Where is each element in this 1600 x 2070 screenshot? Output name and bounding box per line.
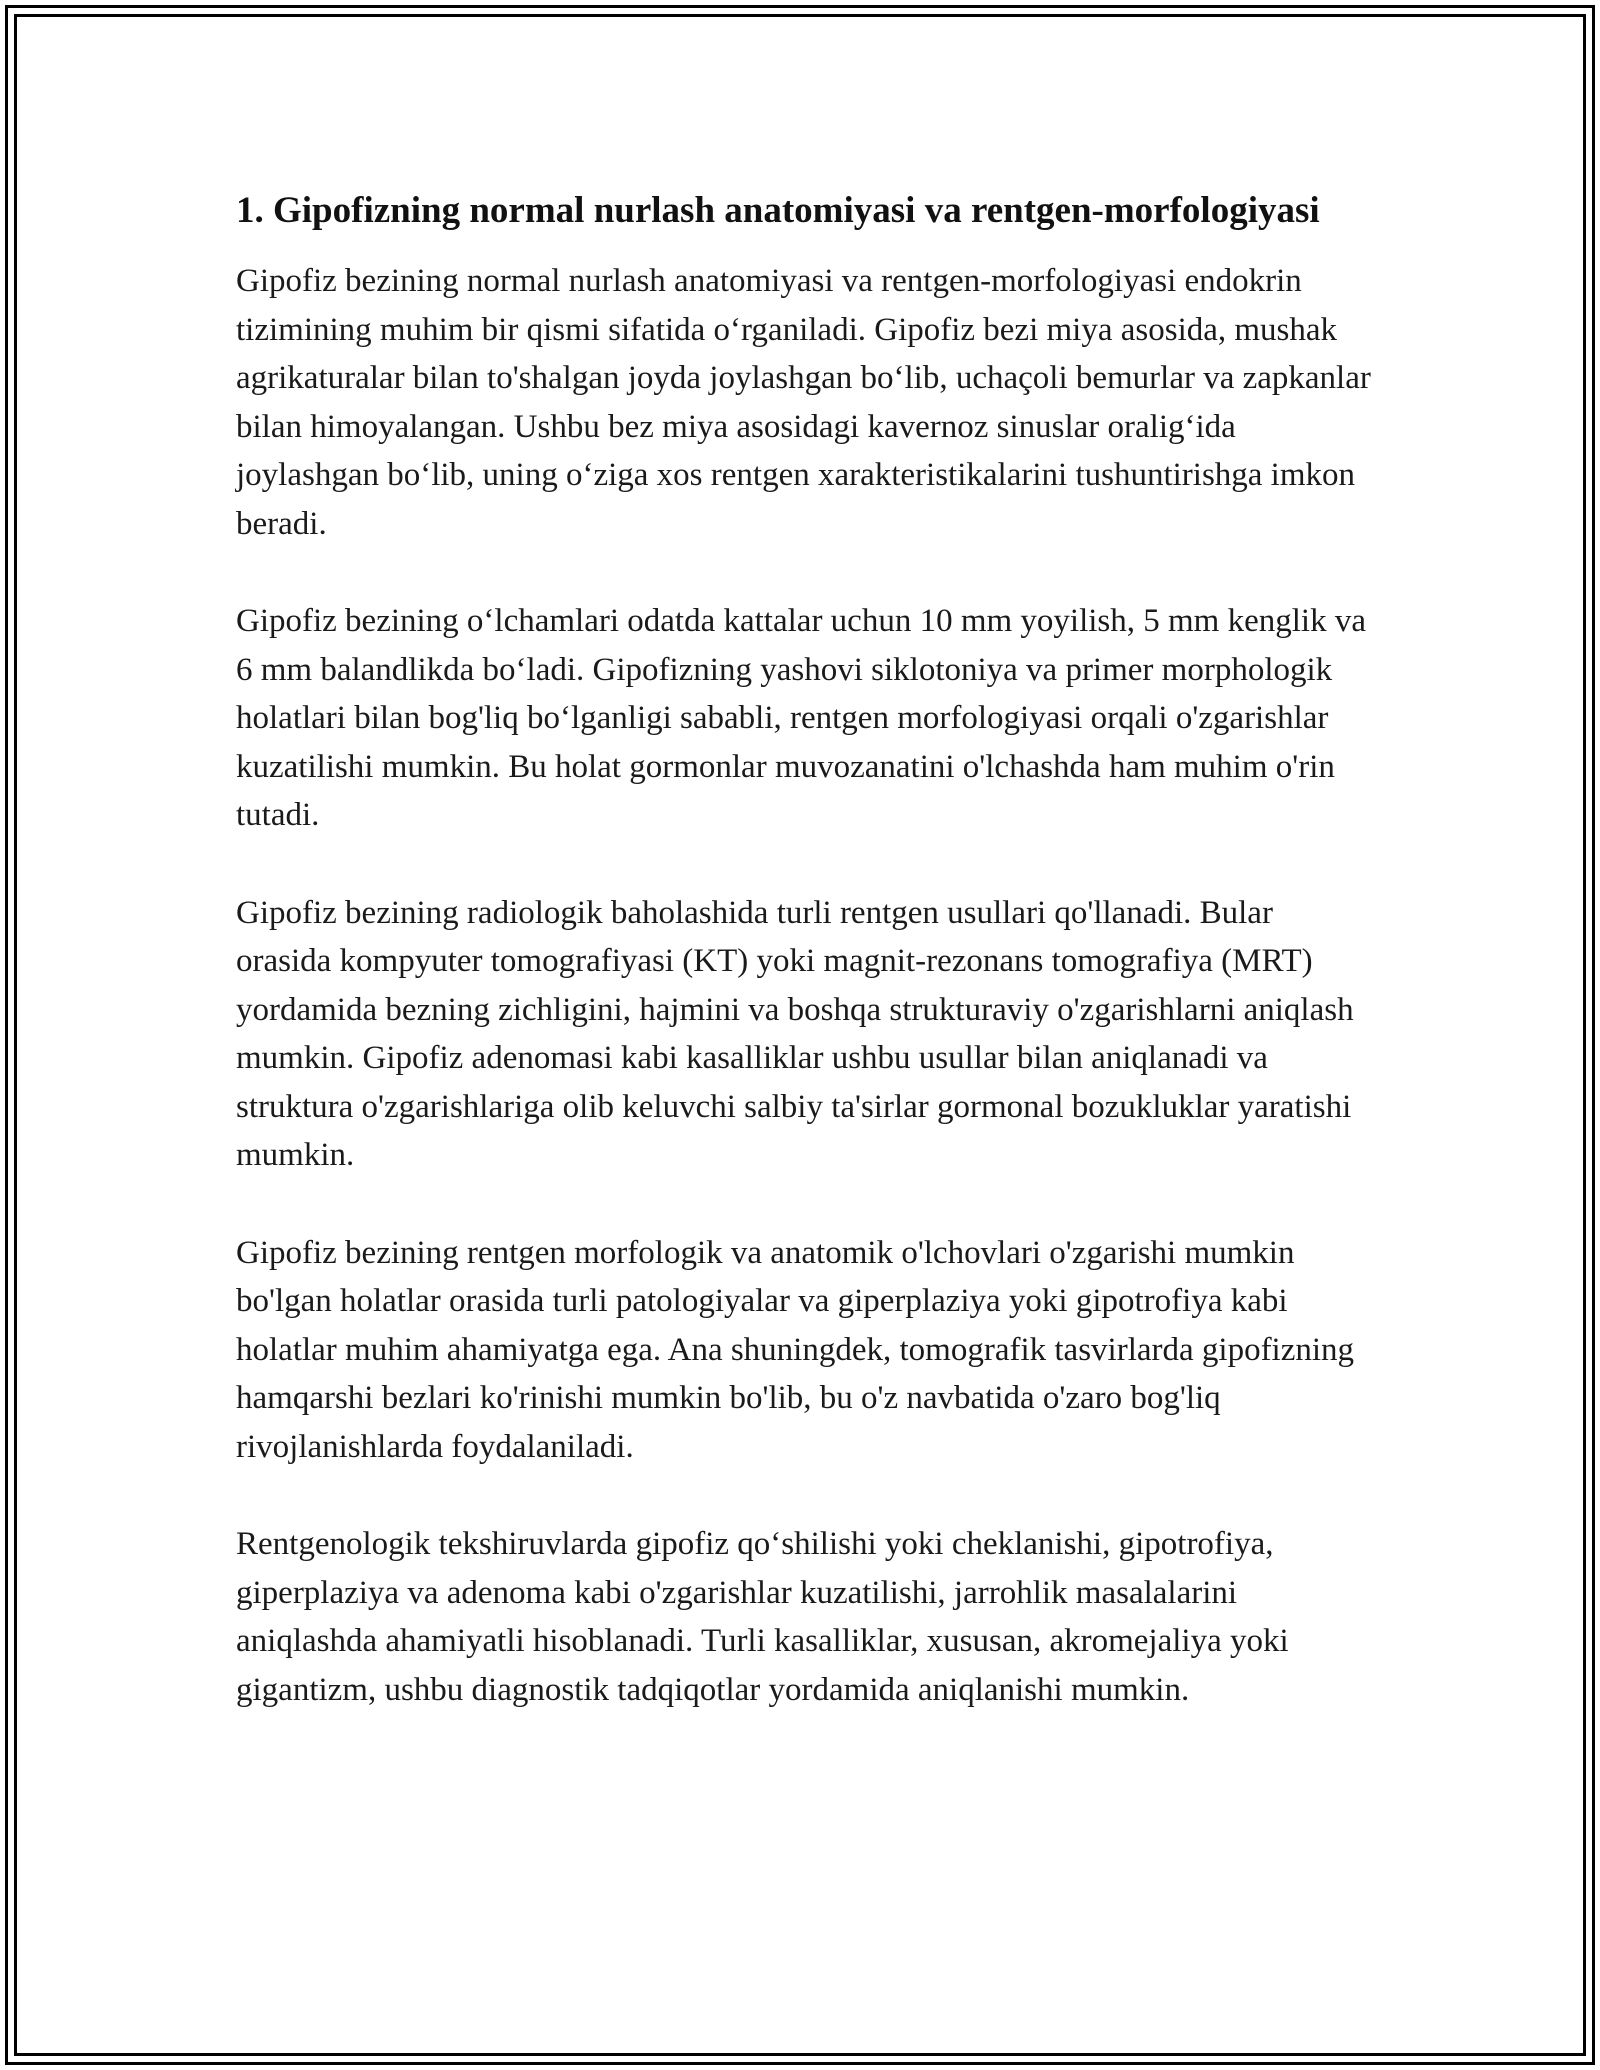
paragraph-1: Gipofiz bezining normal nurlash anatomiyasi va rentgen-morfologiyasi endokrin tizimining muhim bir qismi sifatida o‘rganiladi. Gipofiz bezi miya asosida, mushak agrikaturalar bilan to'shalgan joyda joylashgan bo‘lib, uchaçoli bemurlar va zapkanlar bilan himoyalangan. Ushbu bez miya asosidagi kavernoz sinuslar oralig‘ida joylashgan bo‘lib, uning o‘ziga xos rentgen xarakteristikalarini tushuntirishga imkon beradi. [236, 263, 1371, 542]
paragraph-5: Rentgenologik tekshiruvlarda gipofiz qo‘shilishi yoki cheklanishi, gipotrofiya, giperplaziya va adenoma kabi o'zgarishlar kuzatilishi, jarrohlik masalalarini aniqlashda ahamiyatli hisoblanadi. Turli kasalliklar, xususan, akromejaliya yoki gigantizm, ushbu diagnostik tadqiqotlar yordamida aniqlanishi mumkin. [236, 1526, 1289, 1708]
paragraph-3: Gipofiz bezining radiologik baholashida turli rentgen usullari qo'llanadi. Bular orasida kompyuter tomografiyasi (KT) yoki magnit-rezonans tomografiya (MRT) yordamida bezning zichligini, hajmini va boshqa strukturaviy o'zgarishlarni aniqlash mumkin. Gipofiz adenomasi kabi kasalliklar ushbu usullar bilan aniqlanadi va struktura o'zgarishlariga olib keluvchi salbiy ta'sirlar gormonal bozukluklar yaratishi mumkin. [236, 894, 1354, 1173]
document-body [236, 186, 1376, 1763]
paragraph-2: Gipofiz bezining o‘lchamlari odatda kattalar uchun 10 mm yoyilish, 5 mm kenglik va 6 mm balandlikda bo‘ladi. Gipofizning yashovi siklotoniya va primer morphologik holatlari bilan bog'liq bo‘lganligi sababli, rentgen morfologiyasi orqali o'zgarishlar kuzatilishi mumkin. Bu holat gormonlar muvozanatini o'lchashda ham muhim o'rin tutadi. [236, 603, 1366, 833]
section-heading: 1. Gipofizning normal nurlash anatomiyasi va rentgen-morfologiyasi [236, 190, 1320, 231]
paragraph-4: Gipofiz bezining rentgen morfologik va anatomik o'lchovlari o'zgarishi mumkin bo'lgan holatlar orasida turli patologiyalar va giperplaziya yoki gipotrofiya kabi holatlar muhim ahamiyatga ega. Ana shuningdek, tomografik tasvirlarda gipofizning hamqarshi bezlari ko'rinishi mumkin bo'lib, bu o'z navbatida o'zaro bog'liq rivojlanishlarda foydalaniladi. [236, 1234, 1355, 1465]
